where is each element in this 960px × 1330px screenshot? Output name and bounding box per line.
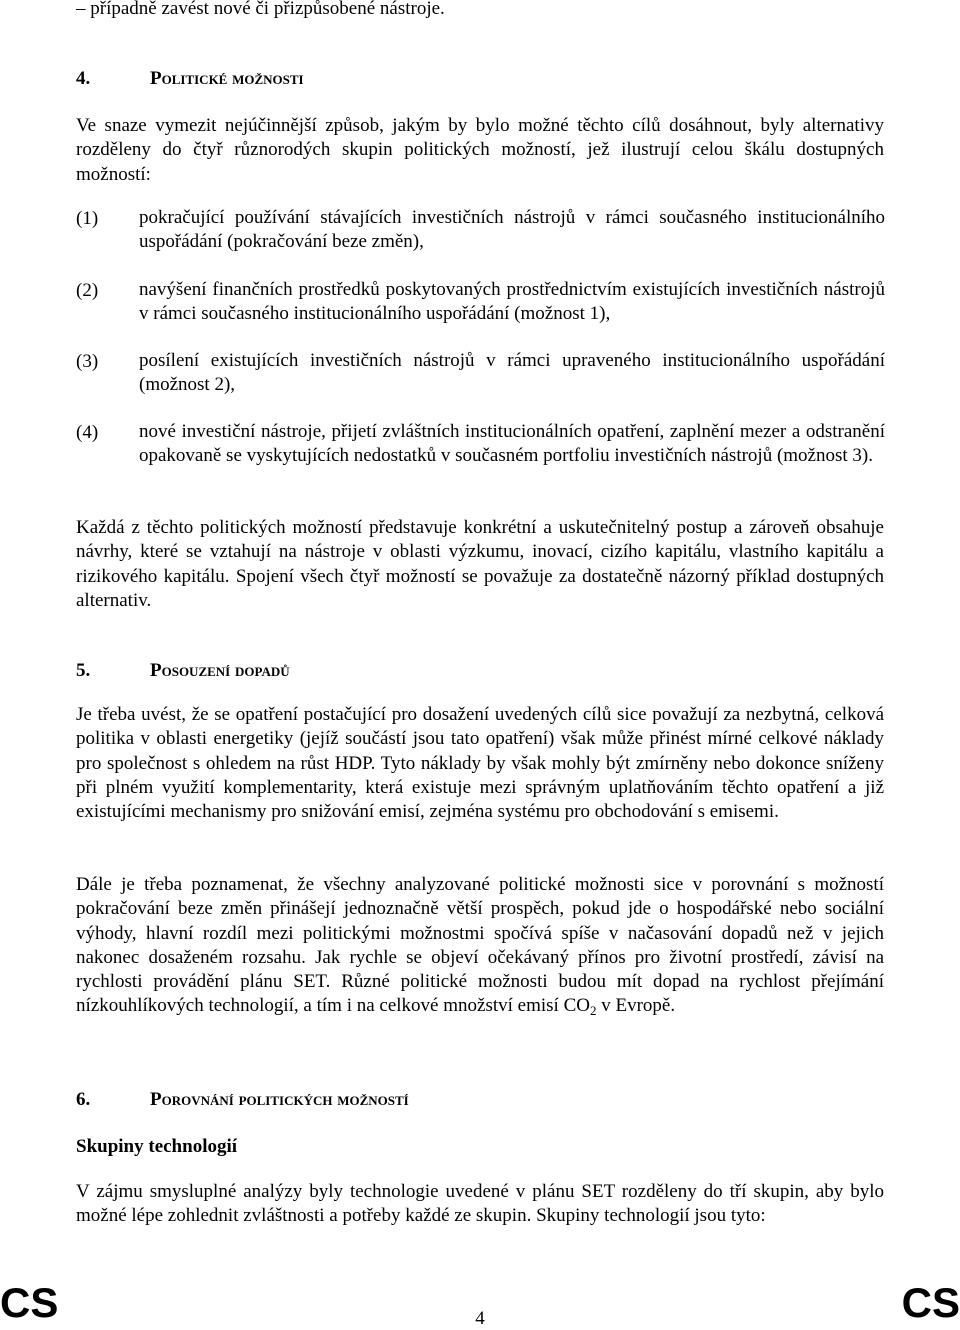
option-3-text: posílení existujících investičních nástrojů v rámci upraveného institucionálního uspořádání (možnost 2), [139, 350, 885, 396]
section-4-title: Politické možnosti [150, 68, 304, 89]
option-4-text: nové investiční nástroje, přijetí zvláštních institucionálních opatření, zaplnění mezer a odstranění opakovaně se vyskytujících nedostatků v současném portfoliu investičních nástrojů (možnost 3). [139, 421, 885, 467]
paragraph-2-end: v Evropě. [596, 995, 676, 1017]
co2-subscript: 2 [589, 1003, 597, 1019]
option-4-number: (4) [76, 422, 99, 443]
option-2-number: (2) [76, 280, 99, 301]
section-4-number: 4. [76, 68, 91, 89]
option-1-text: pokračující používání stávajících investičních nástrojů v rámci současného institucionálního uspořádání (pokračování beze změn), [139, 207, 885, 253]
page-number: 4 [475, 1308, 485, 1329]
option-3-number: (3) [76, 351, 99, 372]
section-6-heading [76, 1087, 409, 1112]
footer-language-code-right: CS [901, 1279, 960, 1326]
section-4-intro: Ve snaze vymezit nejúčinnější způsob, jakým by bylo možné těchto cílů dosáhnout, byly alternativy rozděleny do čtyř různorodých skupin politických možností, jež ilustrují celou škálu dostupných možností: [76, 115, 884, 185]
option-2-text: navýšení finančních prostředků poskytovaných prostřednictvím existujících investičních nástrojů v rámci současného institucionálního uspořádání (možnost 1), [139, 279, 885, 325]
section-5-paragraph-2 [76, 873, 884, 1024]
subheading-technology-groups: Skupiny technologií [76, 1136, 238, 1157]
top-line: – případně zavést nové či přizpůsobené nástroje. [76, 0, 445, 19]
paragraph-2-main: Dále je třeba poznamenat, že všechny analyzované politické možnosti sice v porovnání s možností pokračování beze změn přinášejí jednoznačně větší prospěch, pokud jde o hospodářské nebo sociální výhody, hlavní rozdíl mezi politickými možnostmi spočívá spíše v načasování dopadů než v jejich nakonec dosaženém rozsahu. Jak rychle se objeví očekávaný přínos pro životní prostředí, závisí na rychlosti provádění plánu SET. Různé politické možnosti budou mít dopad na rychlost přejímání nízkouhlíkových technologií, a tím i na celkové množství emisí CO [76, 874, 884, 1017]
section-5-heading [76, 658, 290, 683]
section-4-heading [76, 66, 304, 91]
section-5-paragraph-1: Je třeba uvést, že se opatření postačující pro dosažení uvedených cílů sice považují za nezbytná, celková politika v oblasti energetiky (jejíž součástí jsou tato opatření) však může přinést mírné celkové náklady pro společnost s ohledem na růst HDP. Tyto náklady by však mohly být zmírněny nebo dokonce sníženy při plném využití komplementarity, která existuje mezi správným uplatňováním těchto opatření a již existujícími mechanismy pro snižování emisí, zejména systému pro obchodování s emisemi. [76, 704, 884, 823]
section-5-number: 5. [76, 660, 91, 681]
section-6-paragraph: V zájmu smysluplné analýzy byly technologie uvedené v plánu SET rozděleny do tří skupin, aby bylo možné lépe zohlednit zvláštnosti a potřeby každé ze skupin. Skupiny technologií jsou tyto: [76, 1181, 884, 1227]
section-5-title: Posouzení dopadů [150, 660, 290, 681]
option-1-number: (1) [76, 208, 99, 229]
section-6-title: Porovnání politických možností [150, 1089, 409, 1110]
section-6-number: 6. [76, 1089, 91, 1110]
footer-language-code-left: CS [0, 1279, 59, 1326]
section-4-closing: Každá z těchto politických možností představuje konkrétní a uskutečnitelný postup a zároveň obsahuje návrhy, které se vztahují na nástroje v oblasti výzkumu, inovací, cizího kapitálu, vlastního kapitálu a rizikového kapitálu. Spojení všech čtyř možností se považuje za dostatečně názorný příklad dostupných alternativ. [76, 517, 884, 611]
